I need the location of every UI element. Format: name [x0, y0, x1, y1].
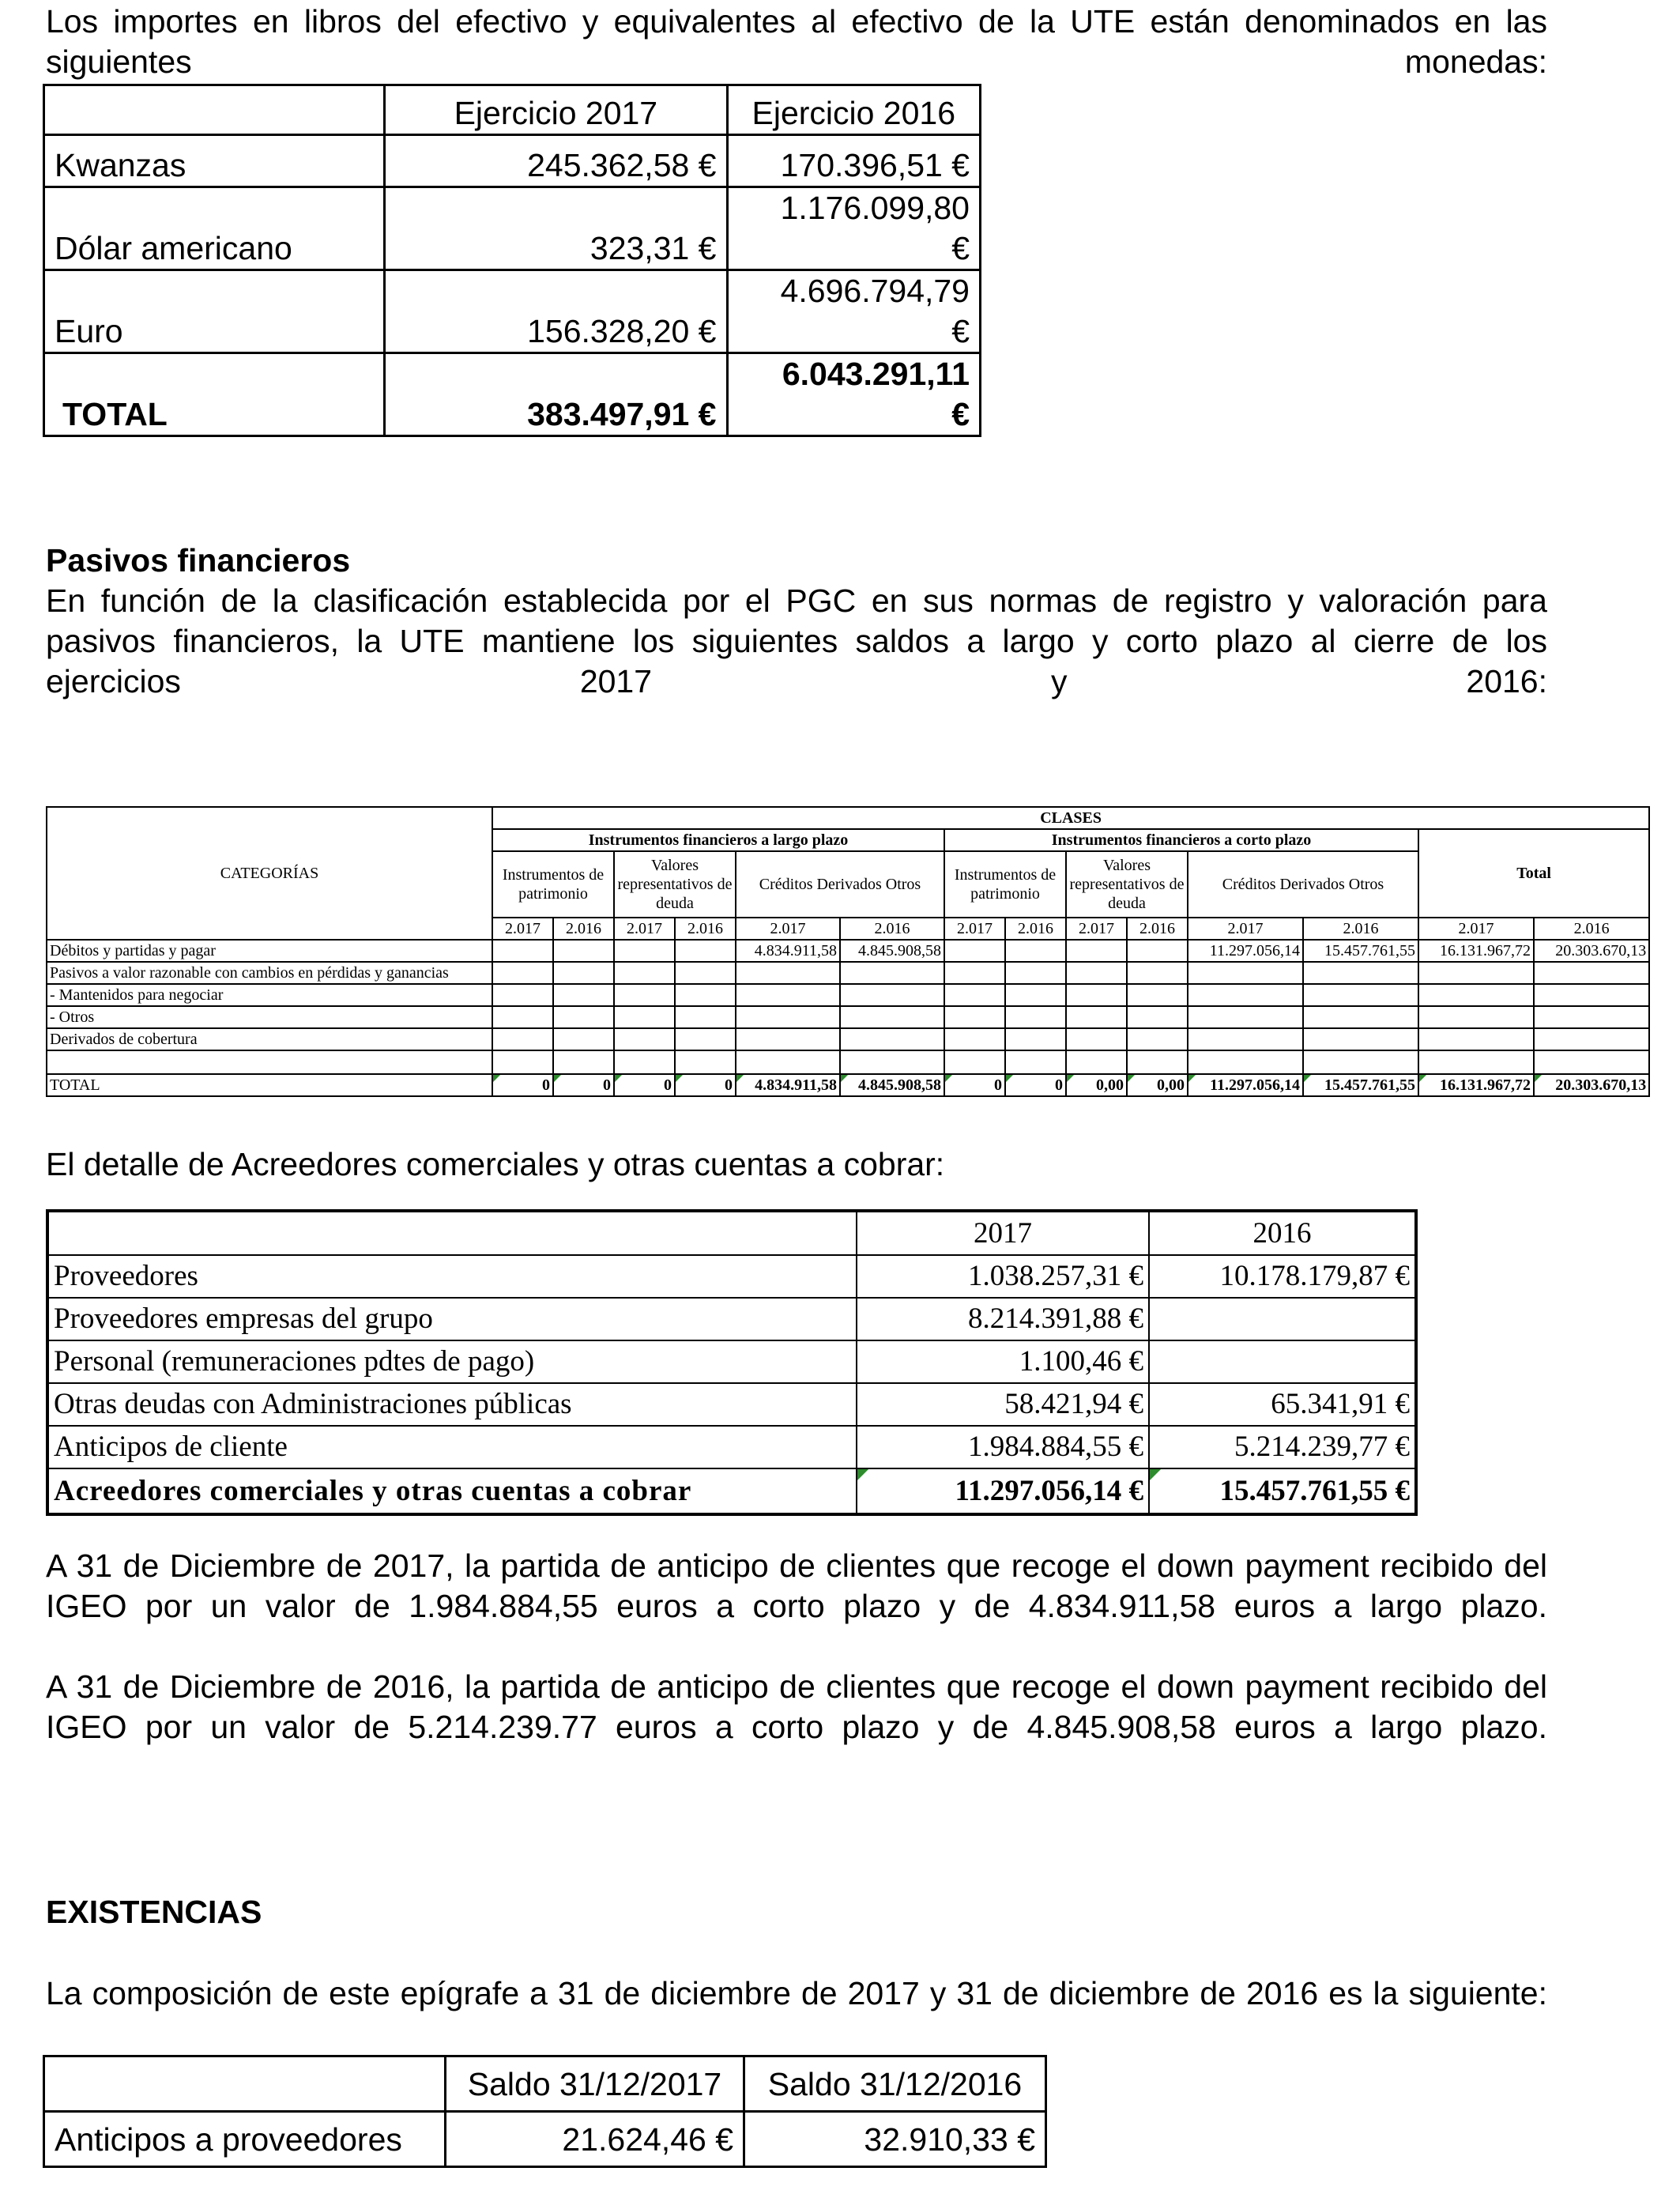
pasivos-cell: 4.845.908,58 — [840, 940, 944, 962]
pasivos-cell — [1066, 984, 1127, 1006]
pasivos-cell — [840, 1028, 944, 1050]
pasivos-cell — [736, 1006, 840, 1028]
pasivos-cell — [553, 940, 614, 962]
currency-total-row — [44, 353, 981, 436]
acreedores-row — [47, 1383, 1416, 1426]
total-header: Total — [1418, 829, 1649, 918]
acreedores-row — [47, 1298, 1416, 1340]
pasivos-cell — [614, 1006, 675, 1028]
acreedores-row — [47, 1255, 1416, 1298]
year-2017: 2.017 — [736, 918, 840, 940]
currency-header-2017: Ejercicio 2017 — [385, 85, 727, 135]
pasivos-cell — [944, 962, 1005, 984]
pasivos-spacer-row — [47, 1050, 1649, 1074]
pasivos-cell — [944, 940, 1005, 962]
acreedores-table — [46, 1209, 1418, 1516]
acreedores-label: Proveedores empresas del grupo — [47, 1298, 857, 1340]
acreedores-total-2017: 11.297.056,14 € — [857, 1468, 1149, 1514]
currency-row — [44, 187, 981, 270]
pasivos-cell — [492, 1006, 553, 1028]
acreedores-value-2017: 8.214.391,88 € — [857, 1298, 1149, 1340]
pasivos-cell — [944, 1028, 1005, 1050]
pasivos-cell — [1066, 962, 1127, 984]
pasivos-cell — [614, 1028, 675, 1050]
pasivos-cell — [1188, 984, 1303, 1006]
pasivos-total-cell: 0 — [675, 1074, 736, 1096]
pasivos-cell — [1127, 984, 1188, 1006]
valores-header-lp: Valores representativos de deuda — [614, 851, 736, 918]
pasivos-cell — [1303, 1028, 1418, 1050]
creditos-header-lp: Créditos Derivados Otros — [736, 851, 944, 918]
pasivos-cell — [614, 940, 675, 962]
acreedores-value-2017: 1.100,46 € — [857, 1340, 1149, 1383]
pasivos-cell — [1534, 962, 1649, 984]
pasivos-cell — [1005, 940, 1066, 962]
pasivos-cell — [1005, 984, 1066, 1006]
currency-row — [44, 135, 981, 187]
clases-header: CLASES — [492, 807, 1649, 829]
categorias-header: CATEGORÍAS — [47, 807, 492, 940]
currency-label: Dólar americano — [44, 187, 385, 270]
pasivos-row-label: Pasivos a valor razonable con cambios en pérdidas y ganancias — [47, 962, 492, 984]
existencias-paragraph: La composición de este epígrafe a 31 de diciembre de 2017 y 31 de diciembre de 2016 es la siguiente: — [46, 1975, 1547, 2011]
pasivos-heading: Pasivos financieros — [46, 542, 351, 579]
currency-header-empty — [44, 85, 385, 135]
year-2016: 2.016 — [1005, 918, 1066, 940]
pasivos-cell — [1303, 962, 1418, 984]
existencias-heading: EXISTENCIAS — [46, 1894, 262, 1930]
acreedores-label: Proveedores — [47, 1255, 857, 1298]
currency-total-2016: 6.043.291,11 € — [727, 353, 981, 436]
pasivos-cell — [553, 1028, 614, 1050]
currency-value-2016: 1.176.099,80 € — [727, 187, 981, 270]
currency-value-2016: 170.396,51 € — [727, 135, 981, 187]
existencias-value-2017: 21.624,46 € — [446, 2112, 744, 2167]
pasivos-cell — [1188, 1006, 1303, 1028]
year-2016: 2.016 — [553, 918, 614, 940]
pasivos-cell — [1005, 962, 1066, 984]
acreedores-header-2017: 2017 — [857, 1211, 1149, 1255]
acreedores-value-2016: 65.341,91 € — [1149, 1383, 1416, 1426]
pasivos-cell — [675, 1006, 736, 1028]
intro-currency-paragraph: Los importes en libros del efectivo y equivalentes al efectivo de la UTE están denominados en las siguientes monedas: — [46, 3, 1547, 80]
currency-value-2016: 4.696.794,79 € — [727, 270, 981, 353]
year-2016: 2.016 — [840, 918, 944, 940]
year-2017: 2.017 — [944, 918, 1005, 940]
currency-total-label: TOTAL — [44, 353, 385, 436]
year-2016: 2.016 — [675, 918, 736, 940]
acreedores-total-label: Acreedores comerciales y otras cuentas a cobrar — [47, 1468, 857, 1514]
currency-header-2016: Ejercicio 2016 — [727, 85, 981, 135]
pasivos-total-cell: 4.845.908,58 — [840, 1074, 944, 1096]
acreedores-label: Otras deudas con Administraciones públicas — [47, 1383, 857, 1426]
acreedores-value-2016: 10.178.179,87 € — [1149, 1255, 1416, 1298]
currency-value-2017: 156.328,20 € — [385, 270, 727, 353]
acreedores-value-2016 — [1149, 1298, 1416, 1340]
currency-total-2017: 383.497,91 € — [385, 353, 727, 436]
year-2016: 2.016 — [1303, 918, 1418, 940]
pasivos-total-cell: 15.457.761,55 — [1303, 1074, 1418, 1096]
pasivos-cell — [1534, 984, 1649, 1006]
pasivos-cell — [1066, 1028, 1127, 1050]
pasivos-row — [47, 1006, 1649, 1028]
existencias-value-2016: 32.910,33 € — [744, 2112, 1046, 2167]
pasivos-cell — [492, 962, 553, 984]
currency-value-2017: 323,31 € — [385, 187, 727, 270]
acreedores-header-empty — [47, 1211, 857, 1255]
pasivos-row — [47, 984, 1649, 1006]
year-2017: 2.017 — [1066, 918, 1127, 940]
pasivos-total-cell: 0 — [553, 1074, 614, 1096]
pasivos-row-label: Débitos y partidas y pagar — [47, 940, 492, 962]
year-2017: 2.017 — [1418, 918, 1534, 940]
pasivos-cell — [1066, 1006, 1127, 1028]
currency-value-2017: 245.362,58 € — [385, 135, 727, 187]
pasivos-cell — [1127, 940, 1188, 962]
instrumentos-patrimonio-header-lp: Instrumentos de patrimonio — [492, 851, 614, 918]
existencias-row — [44, 2112, 1046, 2167]
acreedores-total-row — [47, 1468, 1416, 1514]
pasivos-cell — [736, 984, 840, 1006]
pasivos-cell: 4.834.911,58 — [736, 940, 840, 962]
pasivos-cell — [1005, 1006, 1066, 1028]
pasivos-total-cell: 20.303.670,13 — [1534, 1074, 1649, 1096]
pasivos-row-label: - Mantenidos para negociar — [47, 984, 492, 1006]
pasivos-cell — [840, 1006, 944, 1028]
pasivos-cell: 20.303.670,13 — [1534, 940, 1649, 962]
pasivos-total-cell: 0 — [492, 1074, 553, 1096]
creditos-header-cp: Créditos Derivados Otros — [1188, 851, 1418, 918]
pasivos-cell — [1127, 1028, 1188, 1050]
year-2016: 2.016 — [1534, 918, 1649, 940]
anticipo-2016-paragraph: A 31 de Diciembre de 2016, la partida de anticipo de clientes que recoge el down payment recibido del IGEO por un valor de 5.214.239.77 euros a corto plazo y de 4.845.908,58 euros a largo plazo. — [46, 1668, 1547, 1745]
acreedores-heading: El detalle de Acreedores comerciales y otras cuentas a cobrar: — [46, 1146, 945, 1182]
pasivos-cell — [1418, 1006, 1534, 1028]
acreedores-label: Anticipos de cliente — [47, 1426, 857, 1468]
pasivos-cell — [1188, 962, 1303, 984]
pasivos-total-cell: 0 — [944, 1074, 1005, 1096]
pasivos-row — [47, 1028, 1649, 1050]
currency-table — [43, 84, 981, 437]
pasivos-cell — [1303, 1006, 1418, 1028]
pasivos-cell — [553, 1006, 614, 1028]
existencias-table — [43, 2055, 1047, 2168]
existencias-header-2016: Saldo 31/12/2016 — [744, 2056, 1046, 2112]
pasivos-cell — [675, 940, 736, 962]
pasivos-cell — [1418, 1028, 1534, 1050]
pasivos-cell — [736, 1028, 840, 1050]
pasivos-cell — [944, 984, 1005, 1006]
pasivos-cell — [840, 984, 944, 1006]
pasivos-cell — [492, 940, 553, 962]
pasivos-cell — [1127, 962, 1188, 984]
pasivos-total-label: TOTAL — [47, 1074, 492, 1096]
currency-label: Euro — [44, 270, 385, 353]
acreedores-value-2017: 58.421,94 € — [857, 1383, 1149, 1426]
pasivos-row-label: Derivados de cobertura — [47, 1028, 492, 1050]
acreedores-value-2017: 1.984.884,55 € — [857, 1426, 1149, 1468]
pasivos-cell — [1534, 1006, 1649, 1028]
pasivos-cell — [492, 984, 553, 1006]
pasivos-cell: 11.297.056,14 — [1188, 940, 1303, 962]
pasivos-cell — [1418, 984, 1534, 1006]
pasivos-cell — [1127, 1006, 1188, 1028]
acreedores-label: Personal (remuneraciones pdtes de pago) — [47, 1340, 857, 1383]
year-2016: 2.016 — [1127, 918, 1188, 940]
year-2017: 2.017 — [492, 918, 553, 940]
pasivos-row — [47, 962, 1649, 984]
pasivos-cell: 15.457.761,55 — [1303, 940, 1418, 962]
currency-label: Kwanzas — [44, 135, 385, 187]
pasivos-cell — [675, 1028, 736, 1050]
pasivos-cell — [1005, 1028, 1066, 1050]
pasivos-cell — [614, 962, 675, 984]
existencias-label: Anticipos a proveedores — [44, 2112, 446, 2167]
pasivos-row-label: - Otros — [47, 1006, 492, 1028]
acreedores-total-2016: 15.457.761,55 € — [1149, 1468, 1416, 1514]
pasivos-cell — [614, 984, 675, 1006]
valores-header-cp: Valores representativos de deuda — [1066, 851, 1188, 918]
pasivos-total-cell: 0,00 — [1127, 1074, 1188, 1096]
pasivos-cell — [492, 1028, 553, 1050]
instrumentos-patrimonio-header-cp: Instrumentos de patrimonio — [944, 851, 1066, 918]
acreedores-value-2016 — [1149, 1340, 1416, 1383]
pasivos-cell — [1188, 1028, 1303, 1050]
pasivos-cell — [1534, 1028, 1649, 1050]
year-2017: 2.017 — [614, 918, 675, 940]
pasivos-total-cell: 4.834.911,58 — [736, 1074, 840, 1096]
pasivos-table — [46, 806, 1650, 1097]
currency-row — [44, 270, 981, 353]
pasivos-total-row — [47, 1074, 1649, 1096]
pasivos-cell — [736, 962, 840, 984]
acreedores-value-2016: 5.214.239,77 € — [1149, 1426, 1416, 1468]
existencias-header-empty — [44, 2056, 446, 2112]
pasivos-total-cell: 11.297.056,14 — [1188, 1074, 1303, 1096]
pasivos-cell — [944, 1006, 1005, 1028]
pasivos-row — [47, 940, 1649, 962]
pasivos-total-cell: 0 — [1005, 1074, 1066, 1096]
pasivos-cell — [553, 962, 614, 984]
acreedores-header-2016: 2016 — [1149, 1211, 1416, 1255]
acreedores-value-2017: 1.038.257,31 € — [857, 1255, 1149, 1298]
pasivos-paragraph: En función de la clasificación establecida por el PGC en sus normas de registro y valoración para pasivos financieros, la UTE mantiene los siguientes saldos a largo y corto plazo al cierre de los ejercicios 2017 y 2016: — [46, 582, 1547, 699]
corto-plazo-header: Instrumentos financieros a corto plazo — [944, 829, 1418, 851]
year-2017: 2.017 — [1188, 918, 1303, 940]
pasivos-cell: 16.131.967,72 — [1418, 940, 1534, 962]
pasivos-cell — [675, 984, 736, 1006]
anticipo-2017-paragraph: A 31 de Diciembre de 2017, la partida de anticipo de clientes que recoge el down payment recibido del IGEO por un valor de 1.984.884,55 euros a corto plazo y de 4.834.911,58 euros a largo plazo. — [46, 1547, 1547, 1624]
largo-plazo-header: Instrumentos financieros a largo plazo — [492, 829, 944, 851]
existencias-header-2017: Saldo 31/12/2017 — [446, 2056, 744, 2112]
pasivos-cell — [1303, 984, 1418, 1006]
acreedores-row — [47, 1426, 1416, 1468]
pasivos-cell — [1066, 940, 1127, 962]
pasivos-cell — [675, 962, 736, 984]
pasivos-total-cell: 16.131.967,72 — [1418, 1074, 1534, 1096]
pasivos-cell — [553, 984, 614, 1006]
pasivos-cell — [840, 962, 944, 984]
pasivos-total-cell: 0 — [614, 1074, 675, 1096]
pasivos-cell — [1418, 962, 1534, 984]
pasivos-total-cell: 0,00 — [1066, 1074, 1127, 1096]
acreedores-row — [47, 1340, 1416, 1383]
